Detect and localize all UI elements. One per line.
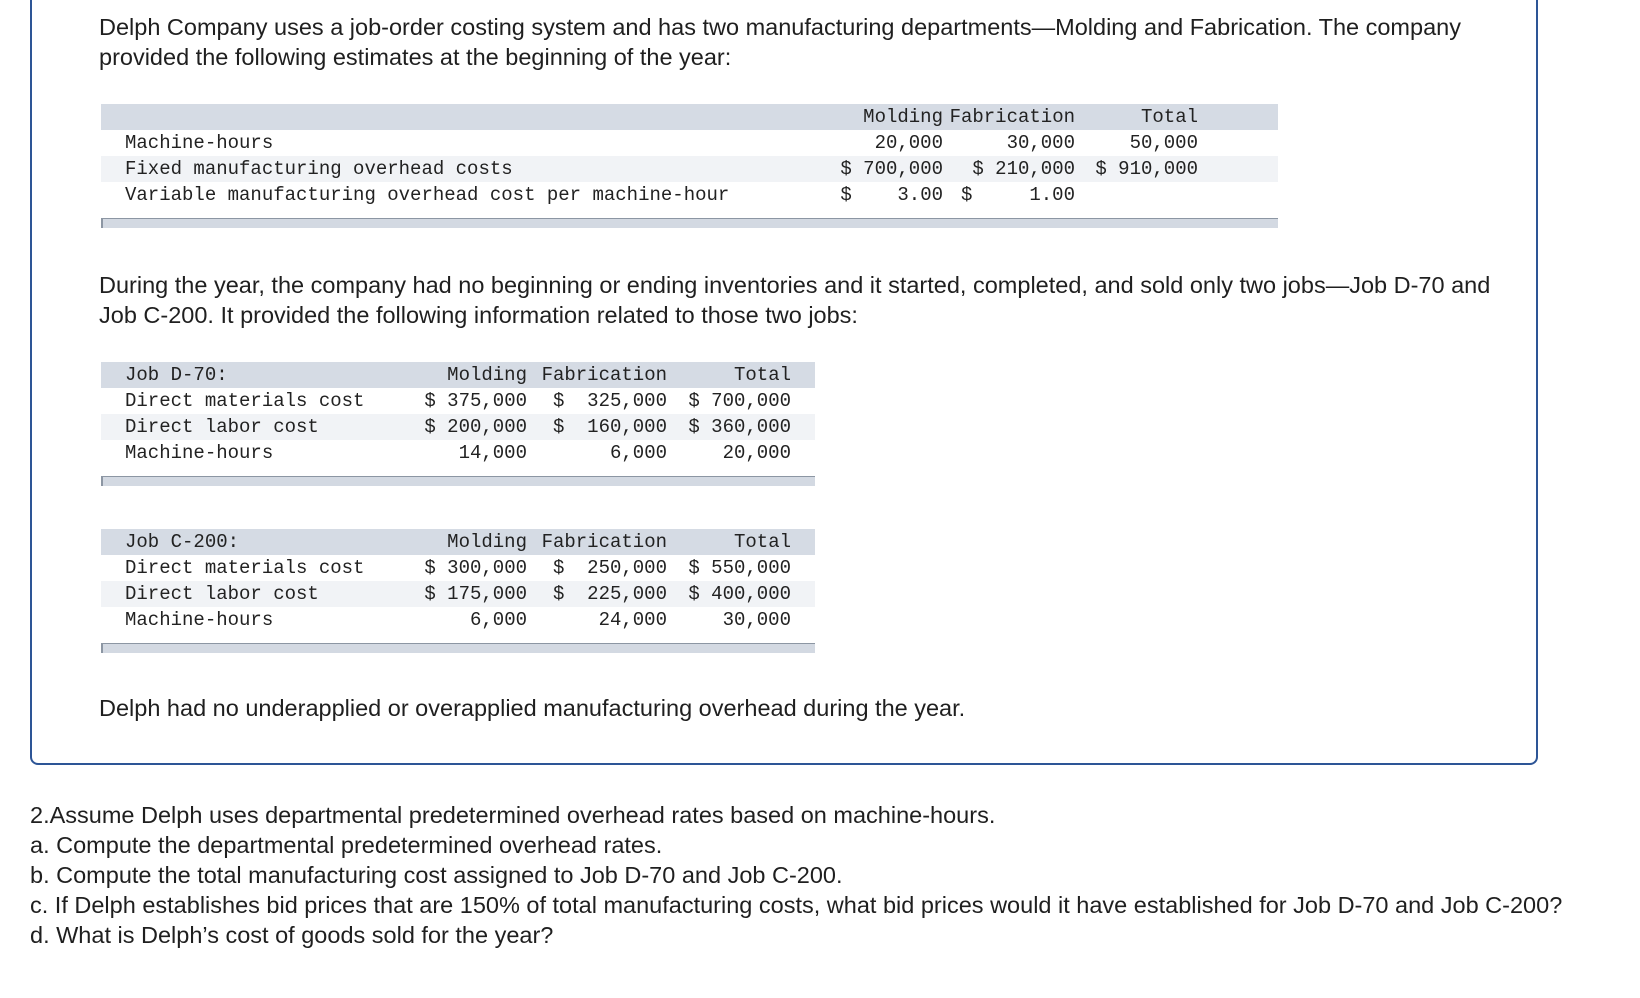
header-molding: Molding — [821, 104, 943, 130]
cell-fabrication: $ 325,000 — [552, 390, 667, 412]
closing-paragraph: Delph had no underapplied or overapplied manufacturing overhead during the year. — [99, 695, 966, 721]
estimates-table — [101, 104, 1278, 208]
cell-molding: $ 200,000 — [407, 414, 527, 440]
question-b: b. Compute the total manufacturing cost assigned to Job D-70 and Job C-200. — [30, 862, 843, 888]
question-c: c. If Delph establishes bid prices that are 150% of total manufacturing costs, what bid prices would it have established for Job D-70 and Job C-200? — [30, 892, 1563, 918]
cell-total: 20,000 — [722, 442, 791, 464]
table-bottom-rule — [101, 476, 815, 486]
header-fabrication: Fabrication — [943, 104, 1075, 130]
question-d: d. What is Delph’s cost of goods sold for the year? — [30, 922, 554, 948]
cell-fabrication: 6,000 — [609, 442, 667, 464]
job-title: Job C-200: — [101, 529, 407, 555]
cell-molding: $ 175,000 — [407, 581, 527, 607]
row-label: Variable manufacturing overhead cost per machine-hour — [125, 184, 730, 206]
cell-molding: $ 3.00 — [840, 184, 943, 206]
header-total: Total — [667, 362, 791, 388]
intro-paragraph: Delph Company uses a job-order costing system and has two manufacturing departments—Molding and Fabrication. The company provided the following estimates at the beginning of the year: — [99, 14, 1461, 70]
cell-total: $ 550,000 — [688, 557, 791, 579]
cell-molding: $ 300,000 — [424, 557, 527, 579]
table-row — [101, 130, 1278, 156]
table-row — [101, 581, 815, 607]
row-label: Fixed manufacturing overhead costs — [101, 156, 821, 182]
cell-fabrication: 24,000 — [598, 609, 667, 631]
header-total: Total — [1075, 104, 1198, 130]
row-label: Direct labor cost — [101, 581, 407, 607]
header-fabrication: Fabrication — [527, 362, 667, 388]
table-bottom-rule — [101, 218, 1278, 228]
header-molding: Molding — [407, 362, 527, 388]
cell-fabrication: $ 160,000 — [527, 414, 667, 440]
job-d70-table — [101, 362, 815, 466]
cell-molding: $ 375,000 — [424, 390, 527, 412]
job-c200-table — [101, 529, 815, 633]
table-row — [101, 156, 1278, 182]
cell-total: $ 360,000 — [667, 414, 791, 440]
cell-molding: 14,000 — [458, 442, 527, 464]
header-blank — [101, 104, 821, 130]
table-bottom-rule — [101, 643, 815, 653]
jobs-intro-paragraph: During the year, the company had no beginning or ending inventories and it started, completed, and sold only two jobs—Job D-70 and Job C-200. It provided the following information related to those two jobs: — [99, 272, 1491, 328]
cell-fabrication: $ 250,000 — [552, 557, 667, 579]
cell-total: $ 910,000 — [1075, 156, 1198, 182]
table-row — [101, 388, 815, 414]
cell-total: $ 400,000 — [667, 581, 791, 607]
header-total: Total — [667, 529, 791, 555]
table-row — [101, 440, 815, 466]
cell-fabrication: $ 1.00 — [960, 184, 1075, 206]
cell-fabrication: $ 210,000 — [943, 156, 1075, 182]
table-row — [101, 607, 815, 633]
row-label: Machine-hours — [125, 132, 274, 154]
table-row — [101, 182, 1278, 208]
cell-total: 30,000 — [722, 609, 791, 631]
table-row — [101, 555, 815, 581]
question-intro: 2.Assume Delph uses departmental predetermined overhead rates based on machine-hours. — [30, 802, 996, 828]
cell-total: $ 700,000 — [688, 390, 791, 412]
question-a: a. Compute the departmental predetermined overhead rates. — [30, 832, 663, 858]
cell-total: 50,000 — [1129, 132, 1198, 154]
cell-fabrication: $ 225,000 — [527, 581, 667, 607]
questions-list — [30, 800, 1610, 950]
job-title: Job D-70: — [101, 362, 407, 388]
header-fabrication: Fabrication — [527, 529, 667, 555]
estimates-header-row — [101, 104, 1278, 130]
row-label: Machine-hours — [125, 442, 274, 464]
cell-molding: 20,000 — [874, 132, 943, 154]
job-d70-header-row — [101, 362, 815, 388]
row-label: Machine-hours — [125, 609, 274, 631]
row-label: Direct materials cost — [125, 557, 365, 579]
job-c200-header-row — [101, 529, 815, 555]
header-molding: Molding — [407, 529, 527, 555]
table-row — [101, 414, 815, 440]
cell-molding: $ 700,000 — [821, 156, 943, 182]
cell-fabrication: 30,000 — [1006, 132, 1075, 154]
row-label: Direct materials cost — [125, 390, 365, 412]
row-label: Direct labor cost — [101, 414, 407, 440]
cell-molding: 6,000 — [469, 609, 527, 631]
cell-total — [1075, 182, 1198, 208]
